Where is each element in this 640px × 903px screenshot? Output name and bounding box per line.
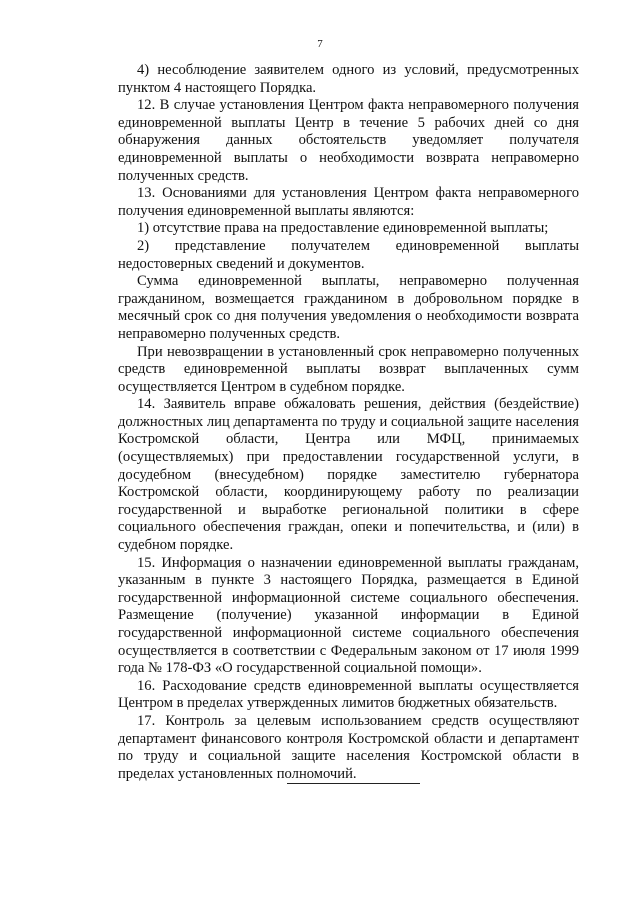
paragraph-13-item-1: 1) отсутствие права на предоставление единовременной выплаты; [137,220,549,237]
paragraph-17: 17. Контроль за целевым использованием средств осуществляют департамент финансового контроля Костромской области и департамент по труду и социальной защите населения Костромской области в пределах установленных полномочий. [118,712,579,782]
paragraph-refund-court: При невозвращении в установленный срок неправомерно полученных средств единовременной выплаты возврат выплаченных сумм осуществляется Центром в судебном порядке. [118,343,579,395]
paragraph-refund-voluntary: Сумма единовременной выплаты, неправомерно полученная гражданином, возмещается гражданином в добровольном порядке в месячный срок со дня получения уведомления о необходимости возврата неправомерно полученных средств. [118,273,579,342]
page-number: 7 [317,38,323,50]
closing-divider-line [287,783,420,784]
paragraph-16: 16. Расходование средств единовременной выплаты осуществляется Центром в пределах утвержденных лимитов бюджетных обязательств. [118,677,579,712]
paragraph-item-4: 4) несоблюдение заявителем одного из условий, предусмотренных пунктом 4 настоящего Порядка. [118,62,579,96]
paragraph-12: 12. В случае установления Центром факта неправомерного получения единовременной выплаты Центр в течение 5 рабочих дней со дня обнаружения данных обстоятельств уведомляет получателя единовременной выплаты о необходимости возврата неправомерно полученных средств. [118,97,579,184]
paragraph-14: 14. Заявитель вправе обжаловать решения, действия (бездействие) должностных лиц департамента по труду и социальной защите населения Костромской области, Центра или МФЦ, принимаемых (осуществляемых) при предоставлении государственной услуги, в досудебном (внесудебном) порядке заместителю губернатора Костромской области, координирующему работу по реализации государственной и выработке региональной политики в сфере социального обеспечения граждан, опеки и попечительства, и (или) в судебном порядке. [118,396,579,554]
document-body [118,62,579,783]
paragraph-15: 15. Информация о назначении единовременной выплаты гражданам, указанным в пункте 3 настоящего Порядка, размещается в Единой государственной информационной системе социального обеспечения. Размещение (получение) указанной информации в Единой государственной информационной системе социального обеспечения осуществляется в соответствии с Федеральным законом от 17 июля 1999 года № 178-ФЗ «О государственной социальной помощи». [118,554,579,677]
paragraph-13: 13. Основаниями для установления Центром факта неправомерного получения единовременной выплаты являются: [118,185,579,219]
paragraph-13-item-2: 2) представление получателем единовременной выплаты недостоверных сведений и документов. [118,237,579,272]
